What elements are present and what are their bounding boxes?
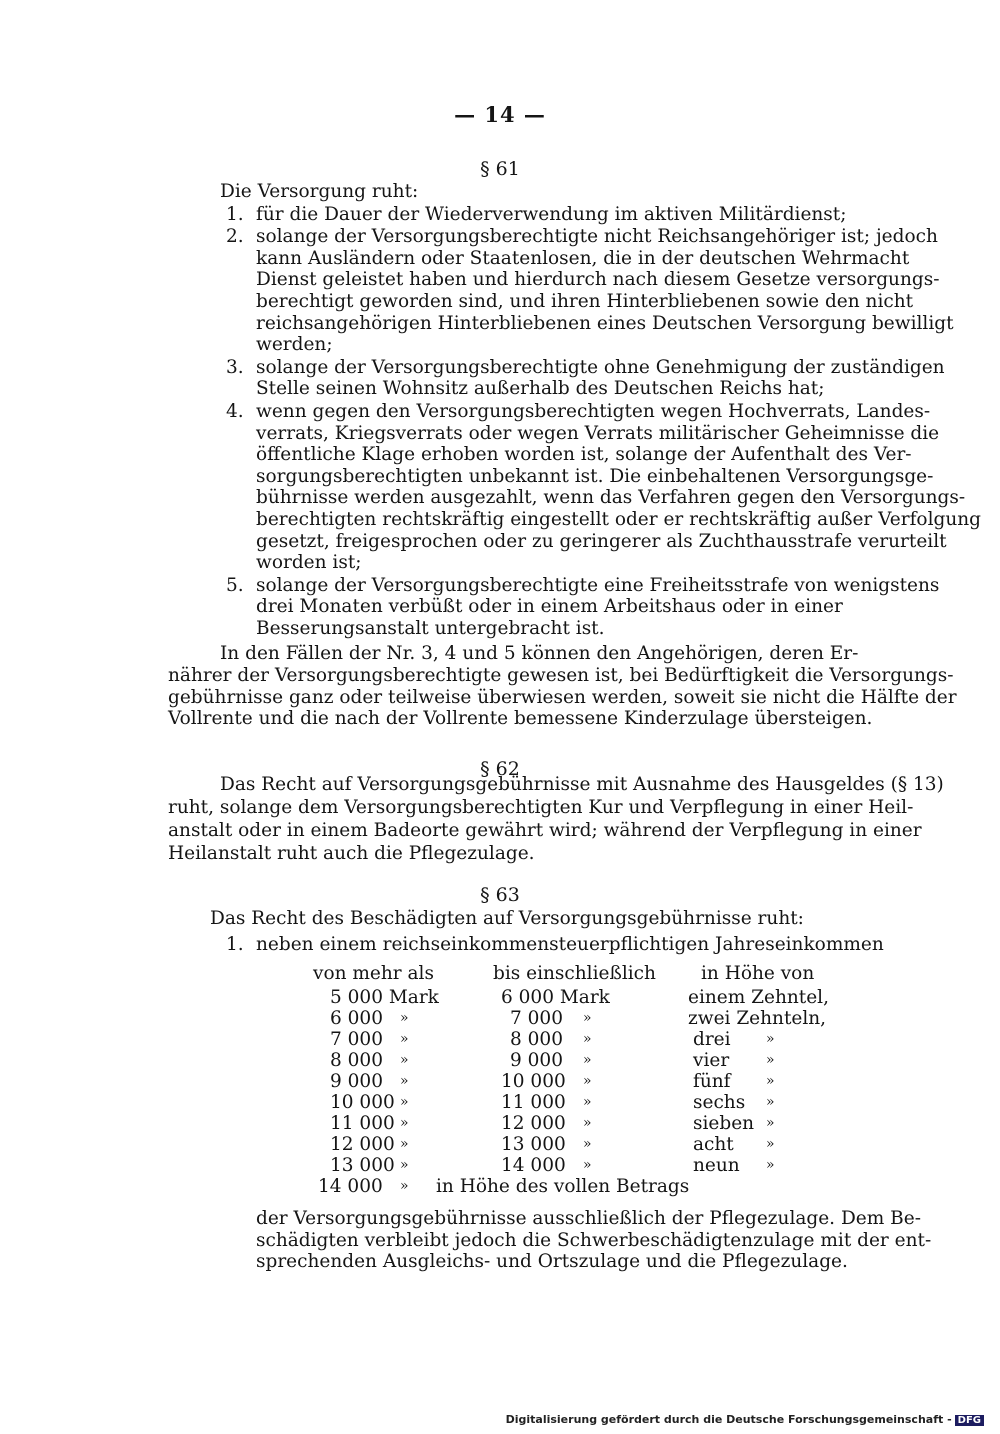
item-line: sorgungsberechtigten unbekannt ist. Die einbehaltenen Versorgungsge- xyxy=(256,465,934,487)
table-row xyxy=(168,1029,833,1050)
ditto-mark: » xyxy=(766,1157,775,1173)
paragraph-line: gebührnisse ganz oder teilweise überwiesen werden, soweit sie nicht die Hälfte der xyxy=(168,686,957,708)
table-row xyxy=(168,1155,833,1176)
paragraph-line: ruht, solange dem Versorgungsberechtigten Kur und Verpflegung in einer Heil- xyxy=(168,797,914,818)
item-line: kann Ausländern oder Staatenlosen, die in der deutschen Wehrmacht xyxy=(256,247,910,269)
income-to: 13 000 xyxy=(501,1134,566,1155)
item-number: 3. xyxy=(226,356,244,378)
section-63-closing xyxy=(168,1208,932,1273)
item-number: 1. xyxy=(226,933,244,955)
share: sechs xyxy=(693,1092,746,1113)
paragraph-line: der Versorgungsgebührnisse ausschließlich der Pflegezulage. Dem Be- xyxy=(256,1208,921,1229)
income-from: 12 000 xyxy=(330,1134,395,1155)
ditto-mark: » xyxy=(583,1115,592,1131)
ditto-mark: » xyxy=(583,1157,592,1173)
page-number: — 14 — xyxy=(454,102,546,127)
income-to: 6 000 Mark xyxy=(501,987,610,1008)
item-number: 2. xyxy=(226,226,244,248)
list-item xyxy=(168,226,954,356)
item-line: wenn gegen den Versorgungsberechtigten wegen Hochverrats, Landes- xyxy=(256,400,931,422)
ditto-mark: » xyxy=(766,1052,775,1068)
table-row xyxy=(168,1008,833,1029)
paragraph-line: anstalt oder in einem Badeorte gewährt wird; während der Verpflegung in einer xyxy=(168,820,922,841)
list-item xyxy=(168,400,981,574)
item-text: neben einem reichseinkommensteuerpflichtigen Jahreseinkommen xyxy=(256,933,884,955)
list-item xyxy=(168,203,847,226)
table-row xyxy=(168,1071,833,1092)
income-to: 10 000 xyxy=(501,1071,566,1092)
share: vier xyxy=(693,1050,730,1071)
ditto-mark: » xyxy=(400,1094,409,1110)
section-62-heading: § 62 xyxy=(480,758,520,780)
list-item xyxy=(168,574,940,640)
ditto-mark: » xyxy=(766,1136,775,1152)
item-line: Besserungsanstalt untergebracht ist. xyxy=(256,617,605,639)
item-line: solange der Versorgungsberechtigte nicht Reichsangehöriger ist; jedoch xyxy=(256,226,938,248)
income-from: 8 000 xyxy=(330,1050,383,1071)
ditto-mark: » xyxy=(583,1136,592,1152)
item-line: berechtigt geworden sind, und ihren Hinterbliebenen sowie den nicht xyxy=(256,290,914,312)
income-to: 14 000 xyxy=(501,1155,566,1176)
table-row xyxy=(168,1050,833,1071)
section-63-body xyxy=(168,908,884,955)
ditto-mark: » xyxy=(766,1073,775,1089)
item-line: werden; xyxy=(256,334,333,356)
table-row xyxy=(168,987,833,1008)
ditto-mark: » xyxy=(400,1157,409,1173)
footer-text: Digitalisierung gefördert durch die Deutsche Forschungsgemeinschaft - xyxy=(505,1413,952,1426)
ditto-mark: » xyxy=(583,1010,592,1026)
paragraph-line: Das Recht auf Versorgungsgebührnisse mit Ausnahme des Hausgeldes (§ 13) xyxy=(220,774,944,795)
paragraph-line: sprechenden Ausgleichs- und Ortszulage und die Pflegezulage. xyxy=(256,1251,848,1273)
income-from: 6 000 xyxy=(330,1008,383,1029)
item-line: bührnisse werden ausgezahlt, wenn das Verfahren gegen den Versorgungs- xyxy=(256,487,966,509)
ditto-mark: » xyxy=(583,1031,592,1047)
ditto-mark: » xyxy=(400,1073,409,1089)
paragraph-line: Vollrente und die nach der Vollrente bemessene Kinderzulage übersteigen. xyxy=(168,708,873,730)
dfg-logo: DFG xyxy=(955,1415,984,1426)
table-row xyxy=(168,1113,833,1134)
ditto-mark: » xyxy=(400,1031,409,1047)
share: acht xyxy=(693,1134,734,1155)
ditto-mark: » xyxy=(583,1094,592,1110)
section-61-heading: § 61 xyxy=(480,158,520,180)
table-row xyxy=(168,1134,833,1155)
income-from: 7 000 xyxy=(330,1029,383,1050)
section-61-intro: Die Versorgung ruht: xyxy=(220,181,419,202)
paragraph-line: In den Fällen der Nr. 3, 4 und 5 können den Angehörigen, deren Er- xyxy=(220,643,859,665)
share: einem Zehntel, xyxy=(688,987,829,1008)
income-to: 12 000 xyxy=(501,1113,566,1134)
item-line: worden ist; xyxy=(256,552,362,574)
ditto-mark: » xyxy=(400,1136,409,1152)
item-line: für die Dauer der Wiederverwendung im aktiven Militärdienst; xyxy=(256,203,847,225)
item-line: verrats, Kriegsverrats oder wegen Verrats militärischer Geheimnisse die xyxy=(256,422,940,444)
section-62-body xyxy=(168,773,944,865)
table-header-from: von mehr als xyxy=(313,963,434,984)
ditto-mark: » xyxy=(583,1073,592,1089)
full-amount-text: in Höhe des vollen Betrags xyxy=(436,1176,690,1197)
footer-credit xyxy=(506,1413,984,1426)
item-line: berechtigten rechtskräftig eingestellt oder er rechtskräftig außer Verfolgung xyxy=(256,508,981,530)
paragraph-line: schädigten verbleibt jedoch die Schwerbeschädigtenzulage mit der ent- xyxy=(256,1229,932,1251)
share: zwei Zehnteln, xyxy=(688,1008,827,1029)
section-61-closing xyxy=(168,643,957,730)
item-line: solange der Versorgungsberechtigte ohne Genehmigung der zuständigen xyxy=(256,356,945,378)
share: drei xyxy=(693,1029,731,1050)
table-row xyxy=(168,1092,833,1113)
section-63-heading: § 63 xyxy=(480,884,520,906)
item-number: 5. xyxy=(226,574,244,596)
share: fünf xyxy=(693,1071,731,1092)
income-from: 10 000 xyxy=(330,1092,395,1113)
item-line: öffentliche Klage erhoben worden ist, solange der Aufenthalt des Ver- xyxy=(256,444,912,466)
income-to: 9 000 xyxy=(510,1050,563,1071)
item-line: gesetzt, freigesprochen oder zu geringerer als Zuchthausstrafe verurteilt xyxy=(256,530,947,552)
share: neun xyxy=(693,1155,740,1176)
income-to: 11 000 xyxy=(501,1092,566,1113)
table-header-to: bis einschließlich xyxy=(493,963,656,984)
income-to: 7 000 xyxy=(510,1008,563,1029)
section-61-body xyxy=(168,181,981,730)
paragraph-line: nährer der Versorgungsberechtigte gewesen ist, bei Bedürftigkeit die Versorgungs- xyxy=(168,665,954,687)
item-line: reichsangehörigen Hinterbliebenen eines Deutschen Versorgung bewilligt xyxy=(256,312,954,334)
item-line: solange der Versorgungsberechtigte eine Freiheitsstrafe von wenigstens xyxy=(256,574,940,596)
income-from: 5 000 Mark xyxy=(330,987,439,1008)
item-line: Dienst geleistet haben und hierdurch nach diesem Gesetze versorgungs- xyxy=(256,269,940,291)
ditto-mark: » xyxy=(766,1094,775,1110)
income-from: 9 000 xyxy=(330,1071,383,1092)
ditto-mark: » xyxy=(766,1031,775,1047)
item-number: 1. xyxy=(226,203,244,225)
income-to: 8 000 xyxy=(510,1029,563,1050)
item-line: Stelle seinen Wohnsitz außerhalb des Deutschen Reichs hat; xyxy=(256,378,825,400)
ditto-mark: » xyxy=(400,1178,409,1194)
section-63-intro: Das Recht des Beschädigten auf Versorgungsgebührnisse ruht: xyxy=(210,908,804,929)
list-item xyxy=(168,356,945,400)
item-line: drei Monaten verbüßt oder in einem Arbeitshaus oder in einer xyxy=(256,596,843,618)
income-from: 14 000 xyxy=(318,1176,383,1197)
share: sieben xyxy=(693,1113,755,1134)
ditto-mark: » xyxy=(400,1115,409,1131)
ditto-mark: » xyxy=(583,1052,592,1068)
ditto-mark: » xyxy=(400,1052,409,1068)
paragraph-line: Heilanstalt ruht auch die Pflegezulage. xyxy=(168,843,535,864)
income-from: 11 000 xyxy=(330,1113,395,1134)
table-header-row xyxy=(168,963,833,984)
table-row xyxy=(168,1176,833,1197)
ditto-mark: » xyxy=(766,1115,775,1131)
section-63-item-1 xyxy=(168,933,884,956)
item-number: 4. xyxy=(226,400,244,422)
income-from: 13 000 xyxy=(330,1155,395,1176)
ditto-mark: » xyxy=(400,1010,409,1026)
section-61-list xyxy=(168,203,981,640)
table-header-share: in Höhe von xyxy=(701,963,815,984)
